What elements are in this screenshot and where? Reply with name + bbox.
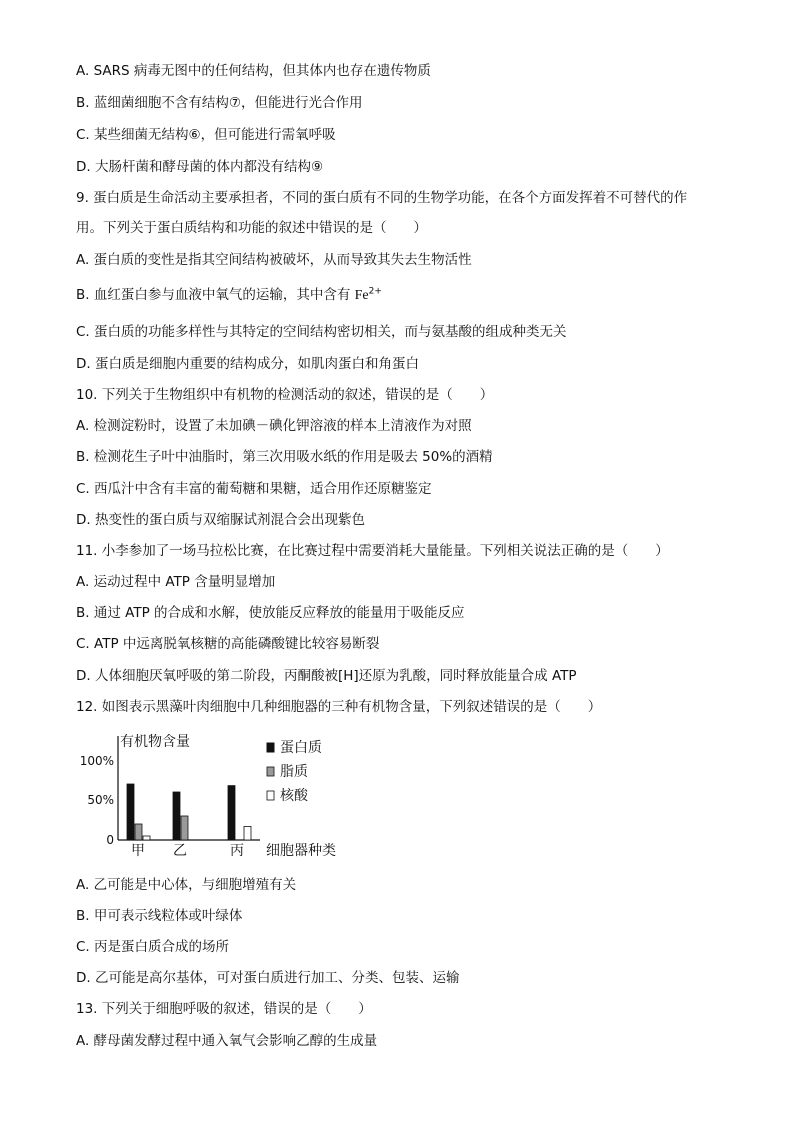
y-axis-label: 有机物含量 (120, 734, 190, 750)
q9-stem-line1: 9. 蛋白质是生命活动主要承担者，不同的蛋白质有不同的生物学功能，在各个方面发挥着不可替代的作 (76, 190, 688, 206)
q9-option-b-text: B. 血红蛋白参与血液中氧气的运输，其中含有 (76, 287, 351, 303)
q9-option-c: C. 蛋白质的功能多样性与其特定的空间结构密切相关，而与氨基酸的组成种类无关 (76, 324, 567, 340)
legend-swatch-lipid (267, 767, 274, 776)
legend-swatch-nucleic-acid (267, 791, 274, 800)
legend-swatch-protein (267, 743, 274, 752)
option-8b: B. 蓝细菌细胞不含有结构⑦，但能进行光合作用 (76, 95, 363, 111)
legend-label-lipid: 脂质 (280, 764, 308, 780)
q9-option-b (76, 286, 382, 305)
q11-option-d: D. 人体细胞厌氧呼吸的第二阶段，丙酮酸被[H]还原为乳酸，同时释放能量合成 ATP (76, 668, 577, 684)
category-label-yi: 乙 (173, 843, 187, 859)
y-tick-0: 0 (106, 833, 114, 847)
q12-option-b: B. 甲可表示线粒体或叶绿体 (76, 908, 243, 924)
q12-stem: 12. 如图表示黑藻叶肉细胞中几种细胞器的三种有机物含量，下列叙述错误的是（ ） (76, 699, 602, 715)
q9-option-a: A. 蛋白质的变性是指其空间结构被破坏，从而导致其失去生物活性 (76, 252, 472, 268)
option-8d: D. 大肠杆菌和酵母菌的体内都没有结构⑨ (76, 159, 324, 175)
option-8c: C. 某些细菌无结构⑥，但可能进行需氧呼吸 (76, 127, 336, 143)
legend-label-nucleic-acid: 核酸 (280, 788, 308, 804)
category-label-bing: 丙 (230, 843, 244, 859)
category-label-jia: 甲 (131, 843, 145, 859)
q13-option-a: A. 酵母菌发酵过程中通入氧气会影响乙醇的生成量 (76, 1033, 378, 1049)
q11-option-a: A. 运动过程中 ATP 含量明显增加 (76, 574, 276, 590)
q10-option-c: C. 西瓜汁中含有丰富的葡萄糖和果糖，适合用作还原糖鉴定 (76, 481, 432, 497)
iron-symbol: Fe (354, 288, 369, 303)
bar-lipid-0 (135, 824, 142, 840)
iron-charge: 2+ (368, 286, 382, 297)
bar-protein-2 (228, 786, 235, 840)
q11-stem: 11. 小李参加了一场马拉松比赛，在比赛过程中需要消耗大量能量。下列相关说法正确的是（ ） (76, 543, 669, 559)
q12-option-a: A. 乙可能是中心体，与细胞增殖有关 (76, 877, 297, 893)
q10-stem: 10. 下列关于生物组织中有机物的检测活动的叙述，错误的是（ ） (76, 387, 494, 403)
q9-option-d: D. 蛋白质是细胞内重要的结构成分，如肌肉蛋白和角蛋白 (76, 356, 419, 372)
bar-nucleic-acid-2 (244, 826, 251, 840)
q13-stem: 13. 下列关于细胞呼吸的叙述，错误的是（ ） (76, 1001, 372, 1017)
q9-stem-line2: 用。下列关于蛋白质结构和功能的叙述中错误的是（ ） (76, 220, 427, 236)
organelle-chart (70, 730, 370, 862)
q10-option-d: D. 热变性的蛋白质与双缩脲试剂混合会出现紫色 (76, 512, 365, 528)
x-axis-label: 细胞器种类 (266, 843, 336, 859)
bar-protein-1 (173, 792, 180, 840)
legend-label-protein: 蛋白质 (280, 740, 322, 756)
bar-lipid-1 (181, 816, 188, 840)
q11-option-b: B. 通过 ATP 的合成和水解，使放能反应释放的能量用于吸能反应 (76, 605, 465, 621)
q12-option-c: C. 丙是蛋白质合成的场所 (76, 939, 230, 955)
q10-option-b: B. 检测花生子叶中油脂时，第三次用吸水纸的作用是吸去 50%的酒精 (76, 449, 493, 465)
y-tick-100: 100% (79, 754, 114, 768)
q10-option-a: A. 检测淀粉时，设置了未加碘－碘化钾溶液的样本上清液作为对照 (76, 418, 472, 434)
option-8a: A. SARS 病毒无图中的任何结构，但其体内也存在遗传物质 (76, 63, 431, 79)
bar-protein-0 (127, 784, 134, 840)
bar-nucleic-acid-0 (143, 836, 150, 840)
q12-option-d: D. 乙可能是高尔基体，可对蛋白质进行加工、分类、包装、运输 (76, 970, 460, 986)
q11-option-c: C. ATP 中远离脱氧核糖的高能磷酸键比较容易断裂 (76, 636, 380, 652)
y-tick-50: 50% (87, 793, 114, 807)
